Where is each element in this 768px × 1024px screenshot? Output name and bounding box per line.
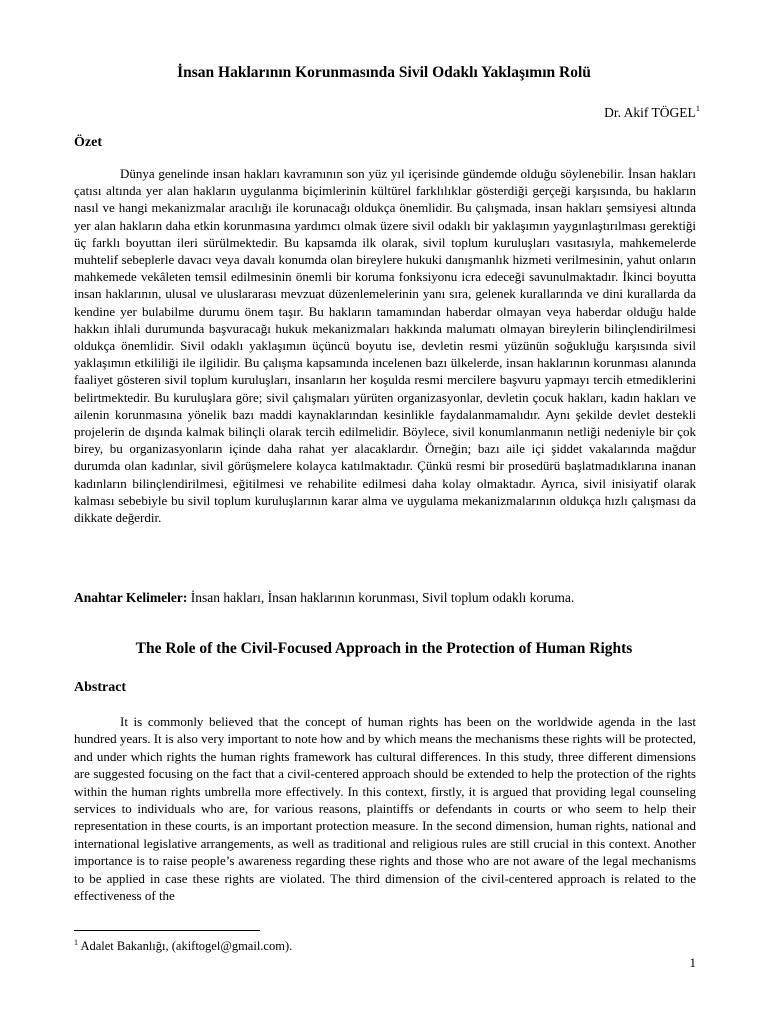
author-name: Dr. Akif TÖGEL: [604, 105, 696, 120]
footnote-text: Adalet Bakanlığı, (akiftogel@gmail.com).: [80, 939, 293, 953]
footnote: [74, 938, 292, 954]
keywords-label: Anahtar Kelimeler:: [74, 590, 188, 605]
author-footnote-mark: 1: [695, 103, 700, 113]
ozet-paragraph: [74, 165, 696, 526]
keywords-text: İnsan hakları, İnsan haklarının korunması, Sivil toplum odaklı koruma.: [190, 590, 575, 605]
keywords-line: [74, 589, 696, 606]
abstract-text: It is commonly believed that the concept of human rights has been on the worldwide agenda in the last hundred years. It is also very important to note how and by which means the mechanisms these rights will be protected, and under which rights the human rights framework has cultural differences. In this study, three different dimensions are suggested focusing on the fact that a civil-centered approach should be extended to help the protection of the rights within the human rights umbrella more effectively. In this context, firstly, it is argued that providing legal counseling services to individuals who are, for various reasons, plaintiffs or defendants in courts or who seem to help their representation in these courts, is an important protection measure. In the second dimension, human rights, national and international legislative arrangements, as well as traditional and religious rules are still crucial in this context. Another importance is to raise people’s awareness regarding these rights and those who are not aware of the legal mechanisms to be applied in case these rights are violated. The third dimension of the civil-centered approach is related to the effectiveness of the: [74, 714, 696, 904]
page-number: 1: [689, 955, 696, 970]
turkish-title: İnsan Haklarının Korunmasında Sivil Odaklı Yaklaşımın Rolü: [177, 64, 591, 81]
english-title: The Role of the Civil-Focused Approach in the Protection of Human Rights: [135, 640, 633, 657]
abstract-paragraph: [74, 713, 696, 904]
footnote-divider: [74, 930, 260, 931]
footnote-mark: 1: [74, 938, 78, 947]
abstract-heading: Abstract: [74, 680, 127, 695]
ozet-text: Dünya genelinde insan hakları kavramının son yüz yıl içerisinde gündemde olduğu söylenebilir. İnsan hakları çatısı altında yer alan hakların uygulanma biçimlerinin kültürel farklılıklar gösterdiği gerçeği karşısında, bu hakların nasıl ve hangi mekanizmalar aracılığı ile korunacağı oldukça önemlidir. Bu çalışmada, insan hakları şemsiyesi altında yer alan hakların daha etkin korunmasına yardımcı olmak üzere sivil odaklı bir yaklaşımın yaygınlaştırılması gerektiği üç farklı boyuttan ileri sürülmektedir. Bu kapsamda ilk olarak, sivil toplum kuruluşları vasıtasıyla, mahkemelerde muhtelif sebeplerle davacı veya davalı konumda olan bireylere hukuki danışmanlık hizmeti verilmesinin, yahut onların mahkemede vekâleten temsil edilmesinin önemli bir koruma fonksiyonu icra edeceği savunulmaktadır. İkinci boyutta insan haklarının, ulusal ve uluslararası mevzuat düzenlemelerinin yanı sıra, gelenek kurallarında ve dini kurallarda da kendine yer bulabilme durumu önem taşır. Bu hakların tamamından haberdar olmayan veya haberdar olduğu halde hakkın ihlali durumunda başvuracağı hukuk mekanizmaları hakkında malumatı olmayan bireylerin bilinçlendirilmesi oldukça önemlidir. Sivil odaklı yaklaşımın üçüncü boyutu ise, devletin resmi yüzünün soğukluğu karşısında sivil yaklaşımın etkililiği ile ilgilidir. Bu çalışma kapsamında incelenen bazı ülkelerde, insan haklarının korunması alanında faaliyet gösteren sivil toplum kuruluşları, insanların her koşulda resmi mercilere başvuru yapmayı tercih etmediklerini belirtmektedir. Bu kuruluşlara göre; sivil çalışmaları yürüten organizasyonlar, devletin çocuk hakları, kadın hakları ve ailenin korunmasına yönelik bazı maddi kaynaklarından kesinlikle faydalanmamalıdır. Aynı şekilde devlet destekli projelerin de dışında kalmak bilinçli olarak tercih edilmelidir. Böylece, sivil konumlanmanın netliği nedeniyle bir çok birey, bu organizasyonların içinde daha rahat yer alacaklardır. Örneğin; bazı aile içi şiddet vakalarında mağdur durumda olan kadınlar, sivil görüşmelere kolayca katılmaktadır. Çünkü resmi bir prosedürü başlatmadıklarına inanan kadınların bilinçlendirilmesi, eğitilmesi ve rehabilite edilmesi daha kolay olmaktadır. Ayrıca, sivil inisiyatif olarak kalması sebebiyle bu sivil toplum kuruluşlarının karar alma ve uygulama mekanizmalarının oldukça hızlı çalışması da dikkate değerdir.: [74, 166, 696, 526]
ozet-heading: Özet: [74, 135, 102, 150]
author-line: [604, 103, 700, 121]
